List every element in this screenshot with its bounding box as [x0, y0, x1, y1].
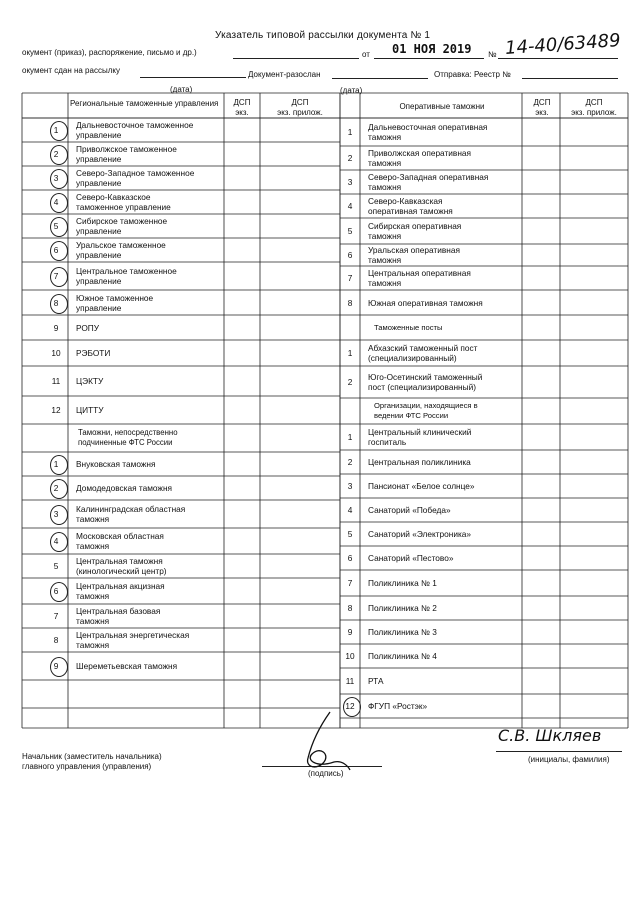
right-row-number: 2 — [347, 377, 353, 387]
left-row-label: Уральское таможенное — [76, 240, 166, 250]
left-row-label: Таможни, непосредственно — [78, 428, 178, 437]
left-row-label: таможенное управление — [76, 202, 171, 212]
col-dsp-attach-right: ДСП — [585, 98, 603, 107]
right-row-number: 6 — [347, 250, 353, 260]
left-row-label: ЦЭКТУ — [76, 376, 104, 386]
right-row-label: Санаторий «Электроника» — [368, 529, 471, 539]
right-row-number: 9 — [347, 627, 353, 637]
left-row-label: Сибирское таможенное — [76, 216, 168, 226]
right-row-number: 4 — [347, 201, 353, 211]
left-row-number: 7 — [53, 271, 59, 281]
right-row-number: 5 — [347, 529, 353, 539]
right-row-label: Приволжская оперативная — [368, 148, 472, 158]
head-label-1: Начальник (заместитель начальника) — [22, 752, 162, 761]
right-row-number: 4 — [347, 505, 353, 515]
right-row-label: Центральная оперативная — [368, 268, 471, 278]
right-row-label: (специализированный) — [368, 353, 457, 363]
left-row-label: управление — [76, 250, 122, 260]
left-row-label: таможня — [76, 616, 110, 626]
circle-mark — [50, 657, 68, 677]
left-row-number: 3 — [53, 173, 59, 183]
col-copies-left: экз. — [235, 108, 249, 117]
right-row-label: Санаторий «Победа» — [368, 505, 451, 515]
right-row-label: Юго-Осетинский таможенный — [368, 372, 483, 382]
right-row-label: Пансионат «Белое солнце» — [368, 481, 475, 491]
right-row-number: 3 — [347, 177, 353, 187]
right-row-label: таможня — [368, 255, 402, 265]
right-row-number: 1 — [347, 127, 353, 137]
left-row-number: 6 — [53, 245, 59, 255]
right-row-label: таможня — [368, 231, 402, 241]
left-row-label: Внуковская таможня — [76, 459, 156, 469]
left-row-number: 2 — [53, 483, 59, 493]
col-copies-attach-right: экз. прилож. — [571, 108, 617, 117]
circle-mark — [50, 193, 68, 213]
right-row-number: 5 — [347, 226, 353, 236]
left-row-label: Дальневосточное таможенное — [76, 120, 194, 130]
circle-mark — [50, 169, 68, 189]
circle-mark — [50, 241, 68, 261]
right-row-number: 6 — [347, 553, 353, 563]
dispatched-label: Документ-разослан — [248, 70, 321, 79]
right-row-label: таможня — [368, 132, 402, 142]
left-row-label: управление — [76, 302, 122, 313]
col-left-title: Региональные таможенные управления — [70, 99, 219, 108]
left-row-label: таможня — [76, 591, 110, 601]
right-row-label: таможня — [368, 278, 402, 288]
left-row-number: 8 — [53, 635, 59, 645]
left-row-number: 10 — [51, 348, 61, 358]
left-row-label: таможня — [76, 514, 110, 524]
left-row-label: управление — [76, 226, 122, 236]
right-row-number: 2 — [347, 153, 353, 163]
left-row-number: 1 — [53, 459, 59, 469]
left-row-label: Московская областная — [76, 531, 164, 541]
right-row-number: 11 — [345, 676, 355, 686]
left-row-number: 5 — [53, 561, 59, 571]
signature-scribble — [290, 706, 360, 776]
name-caption: (инициалы, фамилия) — [528, 755, 610, 764]
circle-mark — [50, 267, 68, 287]
left-row-label: Центральная таможня — [76, 556, 163, 566]
circle-mark — [50, 121, 68, 141]
right-row-label: Центральный клинический — [368, 427, 472, 437]
left-row-number: 2 — [53, 149, 59, 159]
col-dsp-attach-left: ДСП — [291, 98, 309, 107]
col-dsp-left: ДСП — [233, 98, 251, 107]
right-row-label: Сибирская оперативная — [368, 221, 462, 231]
left-row-label: Шереметьевская таможня — [76, 661, 178, 671]
left-row-label: Приволжское таможенное — [76, 144, 177, 154]
left-row-label: Центральная акцизная — [76, 581, 165, 591]
left-row-label: управление — [76, 130, 122, 140]
right-row-label: Организации, находящиеся в — [374, 401, 478, 410]
col-copies-attach-left: экз. прилож. — [277, 108, 323, 117]
left-row-number: 6 — [53, 586, 59, 596]
right-row-label: ФГУП «Ростэк» — [368, 701, 428, 711]
right-row-label: Поликлиника № 3 — [368, 627, 437, 637]
right-row-number: 7 — [347, 273, 353, 283]
left-row-number: 4 — [53, 197, 59, 207]
handwritten-number: 14-40/63489 — [504, 29, 622, 60]
left-row-number: 1 — [53, 125, 59, 135]
left-row-label: управление — [76, 154, 122, 164]
right-row-label: таможня — [368, 158, 402, 168]
date-caption-left: (дата) — [170, 85, 193, 94]
left-row-number: 8 — [53, 297, 59, 308]
left-row-label: Южное таможенное — [76, 292, 154, 303]
right-row-label: ведении ФТС России — [374, 411, 449, 420]
left-row-label: ЦИТТУ — [76, 405, 104, 415]
right-row-label: Абхазский таможенный пост — [368, 343, 478, 353]
right-row-label: Дальневосточная оперативная — [368, 122, 488, 132]
circle-mark — [50, 479, 68, 499]
left-row-label: РЭБОТИ — [76, 348, 111, 358]
right-row-label: оперативная таможня — [368, 206, 453, 216]
left-row-label: Калининградская областная — [76, 504, 186, 514]
dispatch-label: Отправка: — [434, 70, 472, 79]
number-label: № — [488, 50, 497, 59]
right-row-number: 10 — [345, 651, 355, 661]
circle-mark — [50, 455, 68, 475]
left-row-number: 11 — [51, 376, 61, 386]
left-row-number: 9 — [53, 322, 59, 333]
right-row-label: таможня — [368, 182, 402, 192]
right-row-number: 1 — [347, 432, 353, 442]
left-row-number: 9 — [53, 661, 59, 671]
left-row-label: таможня — [76, 640, 110, 650]
circle-mark — [50, 145, 68, 165]
right-row-label: Поликлиника № 4 — [368, 651, 437, 661]
right-row-label: Центральная поликлиника — [368, 457, 471, 467]
right-row-label: Северо-Кавказская — [368, 196, 443, 206]
date-from-label: от — [362, 50, 370, 59]
right-row-number: 2 — [347, 457, 353, 467]
date-caption-right: (дата) — [340, 86, 363, 95]
col-copies-right: экз. — [535, 108, 549, 117]
left-row-label: Центральная энергетическая — [76, 630, 190, 640]
right-row-number: 1 — [347, 348, 353, 358]
left-row-number: 4 — [53, 536, 59, 546]
right-row-number: 12 — [345, 701, 355, 711]
doc-type-label: окумент (приказ), распоряжение, письмо и др.) — [22, 48, 197, 57]
left-row-number: 3 — [53, 509, 59, 519]
handwritten-name: С.В. Шкляев — [498, 726, 602, 745]
col-right-title: Оперативные таможни — [399, 102, 485, 111]
left-row-label: Центральная базовая — [76, 606, 161, 616]
left-row-label: управление — [76, 178, 122, 188]
circle-mark — [50, 505, 68, 525]
signature-caption: (подпись) — [308, 769, 344, 778]
left-row-number: 12 — [51, 405, 61, 415]
right-row-label: Санаторий «Пестово» — [368, 553, 454, 563]
sent-label: окумент сдан на рассылку — [22, 66, 120, 75]
left-row-label: Северо-Кавказское — [76, 192, 151, 202]
date-stamp: 01 НОЯ 2019 — [392, 42, 472, 56]
circle-mark — [50, 582, 68, 602]
document-title: Указатель типовой рассылки документа № 1 — [215, 30, 431, 41]
left-row-label: таможня — [76, 541, 110, 551]
left-row-label: Северо-Западное таможенное — [76, 168, 195, 178]
right-row-number: 7 — [347, 578, 353, 588]
right-row-label: Уральская оперативная — [368, 245, 460, 255]
left-row-number: 7 — [53, 611, 59, 621]
right-row-label: Северо-Западная оперативная — [368, 172, 489, 182]
right-row-label: Поликлиника № 2 — [368, 603, 437, 613]
circle-mark — [50, 217, 68, 237]
left-row-label: (кинологический центр) — [76, 566, 167, 576]
left-row-label: Центральное таможенное — [76, 266, 177, 276]
circle-mark — [50, 532, 68, 552]
circle-mark — [50, 294, 68, 314]
register-label: Реестр № — [474, 70, 511, 79]
right-row-number: 3 — [347, 481, 353, 491]
left-row-number: 5 — [53, 221, 59, 231]
right-row-label: пост (специализированный) — [368, 382, 476, 392]
col-dsp-right: ДСП — [533, 98, 551, 107]
right-row-label: Южная оперативная таможня — [368, 297, 483, 308]
left-row-label: Домодедовская таможня — [76, 483, 173, 493]
head-label-2: главного управления (управления) — [22, 762, 152, 771]
right-row-label: Поликлиника № 1 — [368, 578, 437, 588]
right-row-label: госпиталь — [368, 437, 407, 447]
left-row-label: подчиненные ФТС России — [78, 438, 173, 447]
right-row-label: РТА — [368, 676, 384, 686]
left-row-label: РОПУ — [76, 322, 100, 333]
right-row-number: 8 — [347, 603, 353, 613]
left-row-label: управление — [76, 276, 122, 286]
right-row-label: Таможенные посты — [374, 322, 443, 332]
right-row-number: 8 — [347, 297, 353, 308]
